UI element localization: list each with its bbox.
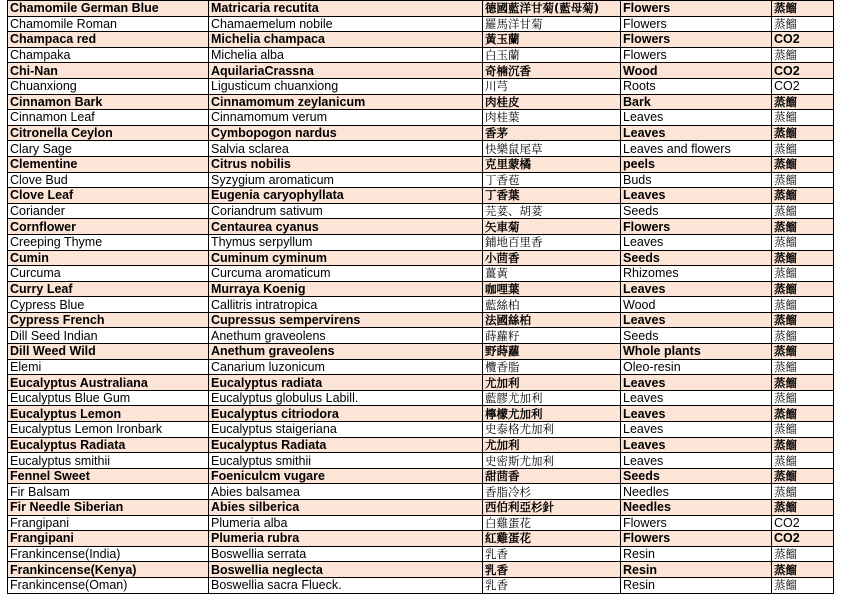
chinese-name-cell: 肉桂葉	[483, 110, 621, 126]
common-name-cell: Chuanxiong	[8, 78, 209, 94]
botanical-name-cell: Chamaemelum nobile	[209, 16, 483, 32]
table-row	[8, 546, 834, 562]
chinese-name-cell: 紅雞蛋花	[483, 531, 621, 547]
common-name-cell: Chi-Nan	[8, 63, 209, 79]
plant-part-cell: Leaves	[621, 110, 772, 126]
chinese-name-cell: 香脂冷杉	[483, 484, 621, 500]
chinese-name-cell: 克里蒙橘	[483, 156, 621, 172]
common-name-cell: Curry Leaf	[8, 281, 209, 297]
botanical-name-cell: Citrus nobilis	[209, 156, 483, 172]
chinese-name-cell: 藍絲柏	[483, 297, 621, 313]
common-name-cell: Dill Seed Indian	[8, 328, 209, 344]
chinese-name-cell: 咖哩葉	[483, 281, 621, 297]
chinese-name-cell: 德國藍洋甘菊(藍母菊)	[483, 1, 621, 17]
plant-part-cell: Leaves	[621, 406, 772, 422]
extraction-method-cell: 蒸餾	[772, 234, 834, 250]
chinese-name-cell: 野蒔蘿	[483, 344, 621, 360]
common-name-cell: Coriander	[8, 203, 209, 219]
plant-part-cell: Leaves	[621, 390, 772, 406]
botanical-name-cell: Michelia alba	[209, 47, 483, 63]
plant-part-cell: Whole plants	[621, 344, 772, 360]
common-name-cell: Fir Balsam	[8, 484, 209, 500]
extraction-method-cell: 蒸餾	[772, 453, 834, 469]
table-row	[8, 453, 834, 469]
extraction-method-cell: CO2	[772, 515, 834, 531]
extraction-method-cell: 蒸餾	[772, 406, 834, 422]
extraction-method-cell: 蒸餾	[772, 203, 834, 219]
plant-part-cell: Resin	[621, 546, 772, 562]
chinese-name-cell: 檸檬尤加利	[483, 406, 621, 422]
plant-part-cell: Flowers	[621, 32, 772, 48]
plant-part-cell: Roots	[621, 78, 772, 94]
plant-part-cell: Flowers	[621, 531, 772, 547]
table-row	[8, 468, 834, 484]
table-row	[8, 234, 834, 250]
extraction-method-cell: 蒸餾	[772, 266, 834, 282]
botanical-name-cell: Matricaria recutita	[209, 1, 483, 17]
botanical-name-cell: Syzygium aromaticum	[209, 172, 483, 188]
chinese-name-cell: 香茅	[483, 125, 621, 141]
plant-part-cell: Seeds	[621, 203, 772, 219]
plant-part-cell: Resin	[621, 562, 772, 578]
extraction-method-cell: 蒸餾	[772, 156, 834, 172]
common-name-cell: Eucalyptus Radiata	[8, 437, 209, 453]
botanical-name-cell: Eucalyptus smithii	[209, 453, 483, 469]
table-row	[8, 16, 834, 32]
common-name-cell: Chamomile German Blue	[8, 1, 209, 17]
table-row	[8, 266, 834, 282]
chinese-name-cell: 肉桂皮	[483, 94, 621, 110]
table-row	[8, 250, 834, 266]
table-row	[8, 110, 834, 126]
common-name-cell: Curcuma	[8, 266, 209, 282]
oil-table	[7, 0, 834, 594]
plant-part-cell: Leaves	[621, 312, 772, 328]
plant-part-cell: Leaves	[621, 437, 772, 453]
chinese-name-cell: 羅馬洋甘菊	[483, 16, 621, 32]
extraction-method-cell: 蒸餾	[772, 141, 834, 157]
chinese-name-cell: 薑黃	[483, 266, 621, 282]
table-row	[8, 344, 834, 360]
table-row	[8, 437, 834, 453]
extraction-method-cell: 蒸餾	[772, 250, 834, 266]
botanical-name-cell: Plumeria rubra	[209, 531, 483, 547]
extraction-method-cell: 蒸餾	[772, 328, 834, 344]
common-name-cell: Frangipani	[8, 515, 209, 531]
table-row	[8, 422, 834, 438]
extraction-method-cell: 蒸餾	[772, 562, 834, 578]
table-row	[8, 562, 834, 578]
chinese-name-cell: 法國絲柏	[483, 312, 621, 328]
botanical-name-cell: Callitris intratropica	[209, 297, 483, 313]
common-name-cell: Cornflower	[8, 219, 209, 235]
table-row	[8, 47, 834, 63]
chinese-name-cell: 藍膠尤加利	[483, 390, 621, 406]
chinese-name-cell: 白雞蛋花	[483, 515, 621, 531]
botanical-name-cell: Anethum graveolens	[209, 328, 483, 344]
chinese-name-cell: 欖香脂	[483, 359, 621, 375]
extraction-method-cell: 蒸餾	[772, 16, 834, 32]
botanical-name-cell: Cinnamomum verum	[209, 110, 483, 126]
plant-part-cell: Leaves	[621, 422, 772, 438]
chinese-name-cell: 史密斯尤加利	[483, 453, 621, 469]
common-name-cell: Clary Sage	[8, 141, 209, 157]
extraction-method-cell: 蒸餾	[772, 312, 834, 328]
chinese-name-cell: 快樂鼠尾草	[483, 141, 621, 157]
common-name-cell: Clementine	[8, 156, 209, 172]
extraction-method-cell: 蒸餾	[772, 172, 834, 188]
common-name-cell: Creeping Thyme	[8, 234, 209, 250]
extraction-method-cell: 蒸餾	[772, 281, 834, 297]
common-name-cell: Cinnamon Bark	[8, 94, 209, 110]
extraction-method-cell: 蒸餾	[772, 125, 834, 141]
extraction-method-cell: 蒸餾	[772, 577, 834, 593]
botanical-name-cell: Curcuma aromaticum	[209, 266, 483, 282]
botanical-name-cell: Ligusticum chuanxiong	[209, 78, 483, 94]
extraction-method-cell: 蒸餾	[772, 375, 834, 391]
chinese-name-cell: 乳香	[483, 577, 621, 593]
plant-part-cell: Seeds	[621, 250, 772, 266]
extraction-method-cell: 蒸餾	[772, 47, 834, 63]
plant-part-cell: Leaves and flowers	[621, 141, 772, 157]
table-row	[8, 188, 834, 204]
extraction-method-cell: 蒸餾	[772, 344, 834, 360]
botanical-name-cell: Boswellia neglecta	[209, 562, 483, 578]
common-name-cell: Eucalyptus smithii	[8, 453, 209, 469]
plant-part-cell: Leaves	[621, 125, 772, 141]
botanical-name-cell: Cymbopogon nardus	[209, 125, 483, 141]
extraction-method-cell: 蒸餾	[772, 1, 834, 17]
common-name-cell: Clove Leaf	[8, 188, 209, 204]
plant-part-cell: Wood	[621, 297, 772, 313]
common-name-cell: Cypress Blue	[8, 297, 209, 313]
table-row	[8, 141, 834, 157]
botanical-name-cell: Canarium luzonicum	[209, 359, 483, 375]
plant-part-cell: Leaves	[621, 453, 772, 469]
plant-part-cell: Leaves	[621, 375, 772, 391]
plant-part-cell: Flowers	[621, 515, 772, 531]
plant-part-cell: Bark	[621, 94, 772, 110]
extraction-method-cell: CO2	[772, 63, 834, 79]
chinese-name-cell: 矢車菊	[483, 219, 621, 235]
table-row	[8, 32, 834, 48]
plant-part-cell: Resin	[621, 577, 772, 593]
common-name-cell: Cumin	[8, 250, 209, 266]
chinese-name-cell: 白玉蘭	[483, 47, 621, 63]
extraction-method-cell: 蒸餾	[772, 297, 834, 313]
extraction-method-cell: CO2	[772, 32, 834, 48]
botanical-name-cell: AquilariaCrassna	[209, 63, 483, 79]
table-row	[8, 219, 834, 235]
extraction-method-cell: 蒸餾	[772, 359, 834, 375]
common-name-cell: Frankincense(India)	[8, 546, 209, 562]
extraction-method-cell: CO2	[772, 78, 834, 94]
botanical-name-cell: Salvia sclarea	[209, 141, 483, 157]
botanical-name-cell: Plumeria alba	[209, 515, 483, 531]
table-row	[8, 531, 834, 547]
plant-part-cell: Wood	[621, 63, 772, 79]
chinese-name-cell: 乳香	[483, 546, 621, 562]
botanical-name-cell: Boswellia sacra Flueck.	[209, 577, 483, 593]
botanical-name-cell: Boswellia serrata	[209, 546, 483, 562]
botanical-name-cell: Foeniculcm vugare	[209, 468, 483, 484]
plant-part-cell: Seeds	[621, 468, 772, 484]
common-name-cell: Frankincense(Kenya)	[8, 562, 209, 578]
table-row	[8, 297, 834, 313]
table-row	[8, 359, 834, 375]
botanical-name-cell: Eucalyptus citriodora	[209, 406, 483, 422]
extraction-method-cell: 蒸餾	[772, 468, 834, 484]
chinese-name-cell: 蒔蘿籽	[483, 328, 621, 344]
table-row	[8, 94, 834, 110]
common-name-cell: Eucalyptus Blue Gum	[8, 390, 209, 406]
chinese-name-cell: 尤加利	[483, 375, 621, 391]
extraction-method-cell: 蒸餾	[772, 546, 834, 562]
chinese-name-cell: 丁香葉	[483, 188, 621, 204]
common-name-cell: Eucalyptus Lemon Ironbark	[8, 422, 209, 438]
table-row	[8, 484, 834, 500]
common-name-cell: Fir Needle Siberian	[8, 500, 209, 516]
extraction-method-cell: 蒸餾	[772, 94, 834, 110]
plant-part-cell: Leaves	[621, 188, 772, 204]
chinese-name-cell: 乳香	[483, 562, 621, 578]
botanical-name-cell: Murraya Koenig	[209, 281, 483, 297]
common-name-cell: Cinnamon Leaf	[8, 110, 209, 126]
botanical-name-cell: Michelia champaca	[209, 32, 483, 48]
plant-part-cell: Seeds	[621, 328, 772, 344]
common-name-cell: Champaca red	[8, 32, 209, 48]
plant-part-cell: Oleo-resin	[621, 359, 772, 375]
common-name-cell: Clove Bud	[8, 172, 209, 188]
common-name-cell: Elemi	[8, 359, 209, 375]
extraction-method-cell: 蒸餾	[772, 437, 834, 453]
common-name-cell: Dill Weed Wild	[8, 344, 209, 360]
table-row	[8, 577, 834, 593]
plant-part-cell: Buds	[621, 172, 772, 188]
botanical-name-cell: Anethum graveolens	[209, 344, 483, 360]
botanical-name-cell: Eucalyptus globulus Labill.	[209, 390, 483, 406]
botanical-name-cell: Eucalyptus Radiata	[209, 437, 483, 453]
botanical-name-cell: Abies silberica	[209, 500, 483, 516]
table-row	[8, 63, 834, 79]
table-row	[8, 203, 834, 219]
oil-table-body	[8, 1, 834, 594]
botanical-name-cell: Eucalyptus radiata	[209, 375, 483, 391]
common-name-cell: Chamomile Roman	[8, 16, 209, 32]
extraction-method-cell: 蒸餾	[772, 422, 834, 438]
common-name-cell: Frankincense(Oman)	[8, 577, 209, 593]
common-name-cell: Cypress French	[8, 312, 209, 328]
table-row	[8, 406, 834, 422]
extraction-method-cell: 蒸餾	[772, 390, 834, 406]
table-row	[8, 125, 834, 141]
botanical-name-cell: Cuminum cyminum	[209, 250, 483, 266]
botanical-name-cell: Coriandrum sativum	[209, 203, 483, 219]
table-row	[8, 375, 834, 391]
plant-part-cell: peels	[621, 156, 772, 172]
table-row	[8, 515, 834, 531]
table-row	[8, 78, 834, 94]
chinese-name-cell: 甜茴香	[483, 468, 621, 484]
chinese-name-cell: 西伯利亞杉針	[483, 500, 621, 516]
plant-part-cell: Flowers	[621, 219, 772, 235]
common-name-cell: Eucalyptus Australiana	[8, 375, 209, 391]
botanical-name-cell: Eugenia caryophyllata	[209, 188, 483, 204]
botanical-name-cell: Centaurea cyanus	[209, 219, 483, 235]
botanical-name-cell: Thymus serpyllum	[209, 234, 483, 250]
botanical-name-cell: Eucalyptus staigeriana	[209, 422, 483, 438]
common-name-cell: Champaka	[8, 47, 209, 63]
extraction-method-cell: 蒸餾	[772, 500, 834, 516]
common-name-cell: Frangipani	[8, 531, 209, 547]
extraction-method-cell: 蒸餾	[772, 188, 834, 204]
table-row	[8, 312, 834, 328]
chinese-name-cell: 史泰格尤加利	[483, 422, 621, 438]
chinese-name-cell: 丁香苞	[483, 172, 621, 188]
table-row	[8, 500, 834, 516]
plant-part-cell: Rhizomes	[621, 266, 772, 282]
table-row	[8, 328, 834, 344]
chinese-name-cell: 川芎	[483, 78, 621, 94]
common-name-cell: Fennel Sweet	[8, 468, 209, 484]
table-row	[8, 390, 834, 406]
extraction-method-cell: CO2	[772, 531, 834, 547]
chinese-name-cell: 小茴香	[483, 250, 621, 266]
plant-part-cell: Leaves	[621, 281, 772, 297]
chinese-name-cell: 尤加利	[483, 437, 621, 453]
extraction-method-cell: 蒸餾	[772, 219, 834, 235]
table-row	[8, 172, 834, 188]
table-row	[8, 281, 834, 297]
botanical-name-cell: Cinnamomum zeylanicum	[209, 94, 483, 110]
plant-part-cell: Needles	[621, 500, 772, 516]
chinese-name-cell: 芫荽、胡荽	[483, 203, 621, 219]
extraction-method-cell: 蒸餾	[772, 484, 834, 500]
table-row	[8, 1, 834, 17]
plant-part-cell: Flowers	[621, 16, 772, 32]
chinese-name-cell: 鋪地百里香	[483, 234, 621, 250]
chinese-name-cell: 奇楠沉香	[483, 63, 621, 79]
plant-part-cell: Needles	[621, 484, 772, 500]
common-name-cell: Eucalyptus Lemon	[8, 406, 209, 422]
plant-part-cell: Leaves	[621, 234, 772, 250]
chinese-name-cell: 黃玉蘭	[483, 32, 621, 48]
plant-part-cell: Flowers	[621, 1, 772, 17]
botanical-name-cell: Abies balsamea	[209, 484, 483, 500]
plant-part-cell: Flowers	[621, 47, 772, 63]
common-name-cell: Citronella Ceylon	[8, 125, 209, 141]
extraction-method-cell: 蒸餾	[772, 110, 834, 126]
table-row	[8, 156, 834, 172]
botanical-name-cell: Cupressus sempervirens	[209, 312, 483, 328]
